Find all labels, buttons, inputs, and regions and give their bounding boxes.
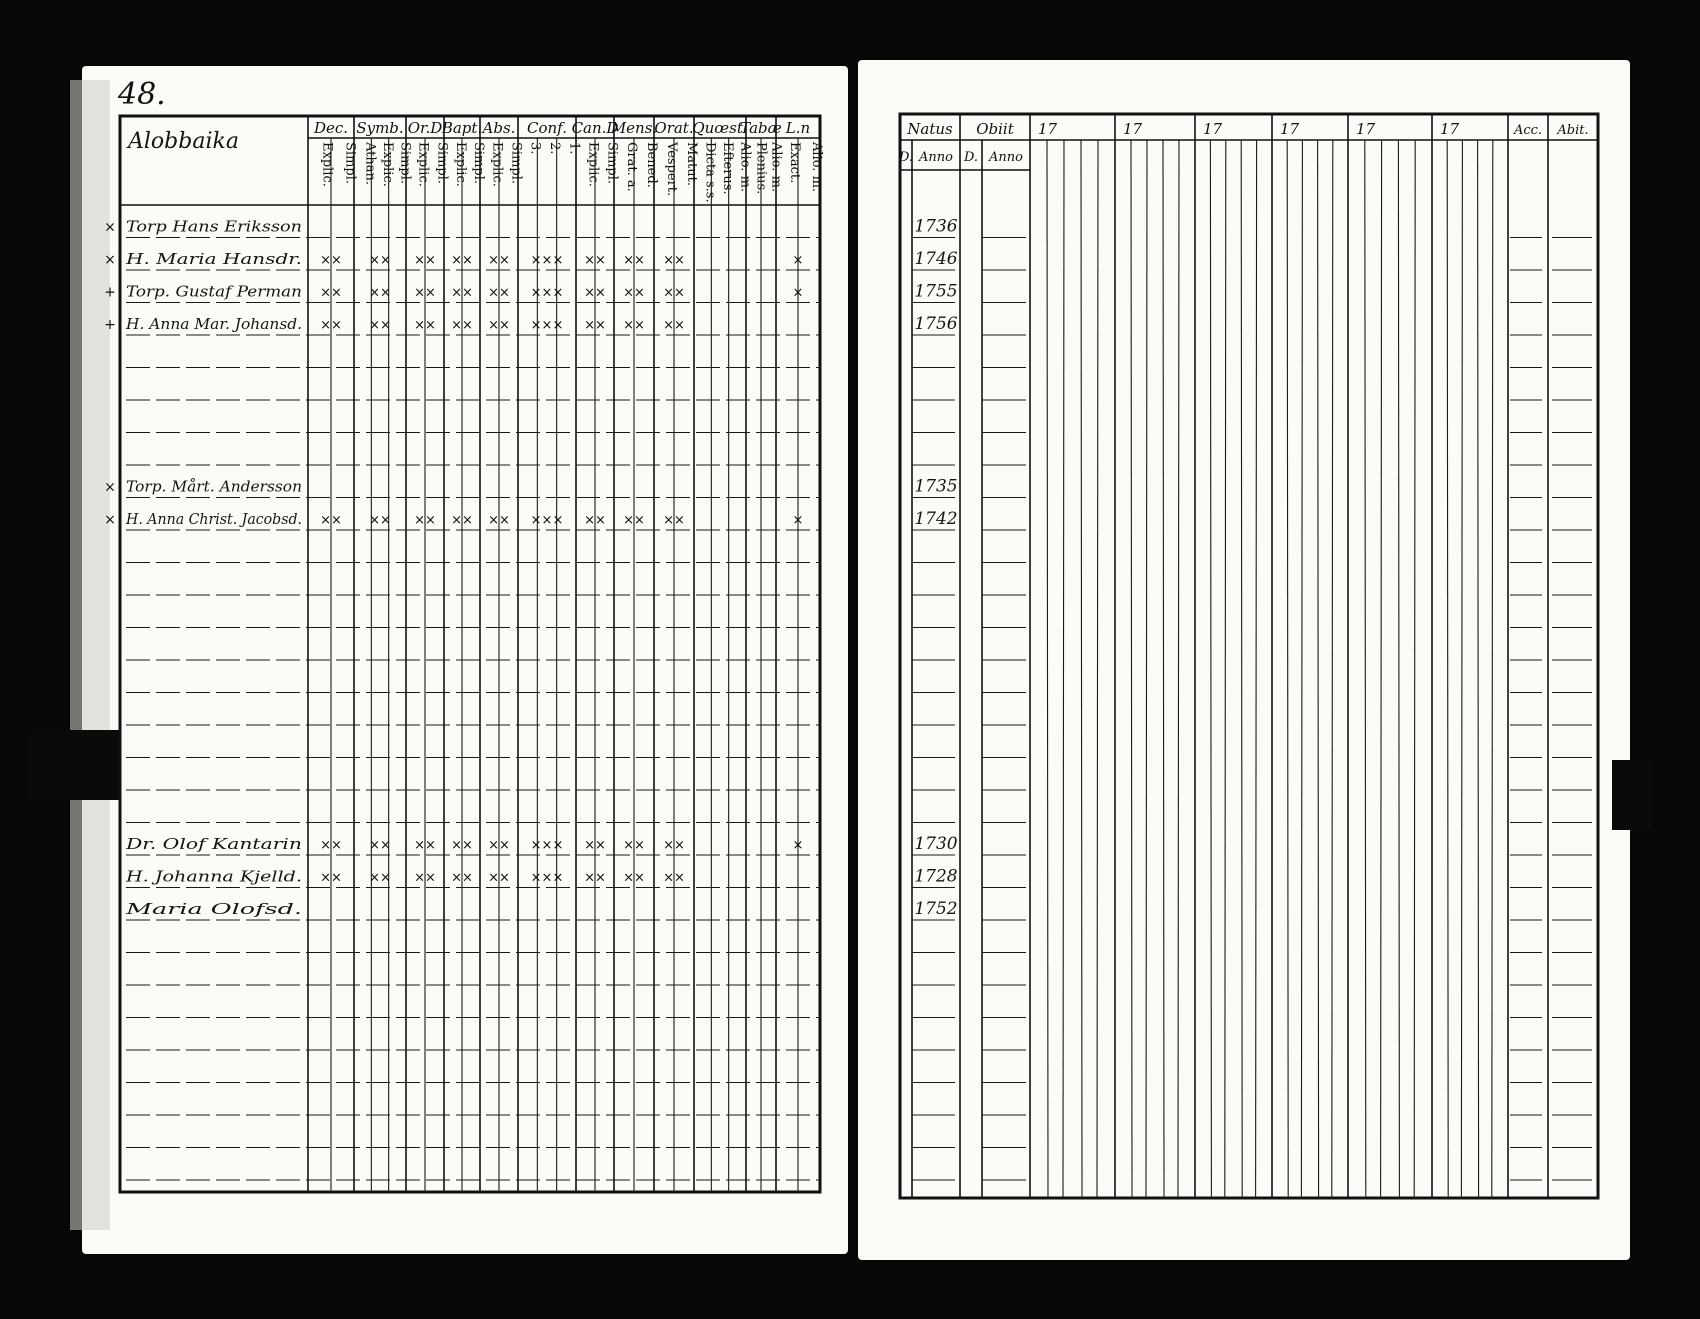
column-subheader: Alio. m.	[737, 142, 753, 193]
exam-mark: ××	[414, 513, 436, 528]
column-subheader: Explic.	[453, 142, 468, 187]
natus-year-header: Anno	[919, 150, 953, 165]
column-subheader: Alio. m.	[768, 142, 784, 193]
birth-year: 1746	[914, 249, 958, 269]
birth-year: 1728	[914, 866, 958, 887]
page-number: 48.	[118, 77, 166, 112]
exam-mark: ××	[623, 285, 645, 301]
column-group-header: Quœst.	[692, 119, 748, 137]
column-subheader: Simpl.	[471, 142, 486, 185]
exam-mark: ××	[369, 318, 391, 333]
exam-mark: ×	[792, 513, 804, 528]
exam-mark: ××	[663, 838, 685, 853]
exam-mark: ××	[584, 318, 606, 333]
exam-mark: ××	[584, 253, 606, 268]
binding-hole	[30, 730, 120, 800]
natus-header: Natus	[907, 120, 953, 138]
exam-mark: ××	[488, 513, 510, 528]
column-subheader: Athan.	[362, 142, 378, 186]
natus-day-header: D.	[898, 150, 914, 165]
column-subheader: Simpl.	[342, 142, 358, 185]
column-subheader: Simpl.	[434, 142, 450, 185]
entry-name: H. Anna Mar. Johansd.	[124, 315, 302, 333]
accessit-header: Acc.	[1513, 123, 1543, 138]
exam-mark: ××	[414, 285, 436, 301]
column-group-header: Bapt.	[441, 119, 483, 137]
exam-mark: ××	[663, 253, 685, 268]
exam-mark: ××	[414, 838, 436, 853]
exam-mark: ×××	[530, 253, 564, 268]
entry-name: Maria Olofsd.	[124, 900, 302, 918]
exam-mark: ××	[369, 838, 391, 853]
abiit-header: Abit.	[1557, 123, 1589, 138]
exam-mark: ××	[451, 285, 473, 301]
year-column-header: 17	[1356, 120, 1376, 138]
exam-mark: ××	[414, 870, 436, 886]
binding-hole	[1612, 760, 1652, 830]
column-subheader: Matut.	[684, 142, 699, 187]
exam-mark: ×××	[530, 318, 564, 333]
exam-mark: ××	[451, 318, 473, 333]
column-subheader: 2.	[547, 142, 562, 155]
exam-mark: ××	[663, 870, 685, 886]
column-group-header: Conf.	[527, 119, 567, 137]
column-group-header: Can.D	[571, 119, 619, 137]
exam-mark: ×××	[530, 838, 564, 853]
margin-mark: ×	[104, 252, 116, 268]
column-subheader: Alio. m.	[809, 142, 824, 193]
column-group-header: Mens.	[610, 119, 658, 137]
exam-mark: ××	[320, 253, 342, 268]
exam-mark: ××	[488, 318, 510, 333]
exam-mark: ××	[369, 870, 391, 886]
exam-mark: ×××	[530, 870, 564, 886]
column-subheader: Plenius.	[753, 142, 769, 195]
column-subheader: Explic.	[489, 142, 505, 187]
village-name: Alobbaika	[128, 129, 239, 154]
year-column-header: 17	[1440, 120, 1460, 138]
column-group-header: Abs.	[482, 119, 516, 137]
exam-mark: ××	[663, 513, 685, 528]
column-subheader: Vespert.	[664, 142, 679, 197]
obiit-header: Obiit	[976, 120, 1014, 138]
birth-year: 1752	[914, 899, 958, 919]
entry-name: Torp Hans Eriksson	[126, 217, 302, 236]
birth-year: 1755	[914, 281, 958, 302]
exam-mark: ××	[488, 285, 510, 301]
column-subheader: Grat. a.	[624, 142, 639, 192]
column-subheader: Simpl.	[508, 142, 524, 185]
exam-mark: ××	[320, 870, 342, 886]
exam-mark: ××	[369, 285, 391, 301]
obiit-day-header: D.	[963, 150, 979, 165]
entry-name: H. Johanna Kjelld.	[124, 867, 302, 886]
column-subheader: Simpl.	[604, 142, 620, 185]
exam-mark: ××	[369, 513, 391, 528]
column-subheader: Simpl.	[397, 142, 413, 185]
year-column-header: 17	[1123, 120, 1143, 138]
exam-mark: ××	[488, 870, 510, 886]
exam-mark: ××	[451, 838, 473, 853]
column-subheader: Bened.	[644, 142, 659, 188]
entry-name: Torp. Gustaf Perman	[126, 282, 302, 301]
exam-mark: ××	[451, 870, 473, 886]
column-subheader: Explic.	[585, 142, 601, 187]
entry-name: Torp. Mårt. Andersson	[126, 477, 302, 496]
exam-mark: ××	[584, 285, 606, 301]
column-group-header: L.n	[785, 119, 811, 137]
column-group-header: Dec.	[313, 119, 349, 137]
exam-mark: ×××	[530, 513, 564, 528]
column-group-header: Or.D	[407, 119, 443, 137]
exam-mark: ××	[320, 838, 342, 853]
birth-year: 1756	[914, 314, 958, 334]
exam-mark: ××	[320, 318, 342, 333]
birth-year: 1735	[914, 476, 958, 497]
birth-year: 1742	[914, 509, 958, 529]
exam-mark: ××	[623, 253, 645, 268]
exam-mark: ×××	[530, 285, 564, 301]
exam-mark: ××	[414, 318, 436, 333]
birth-year: 1736	[914, 216, 958, 237]
exam-mark: ××	[488, 253, 510, 268]
year-column-header: 17	[1203, 120, 1223, 138]
column-subheader: Efterus.	[720, 142, 735, 195]
exam-mark: ×	[792, 285, 804, 301]
exam-mark: ××	[320, 285, 342, 301]
exam-mark: ××	[584, 838, 606, 853]
exam-mark: ××	[584, 513, 606, 528]
exam-mark: ××	[623, 870, 645, 886]
birth-year: 1730	[914, 834, 958, 854]
exam-mark: ××	[488, 838, 510, 853]
margin-mark: ×	[104, 479, 116, 496]
exam-mark: ××	[623, 513, 645, 528]
column-subheader: Dicta s.s.	[702, 142, 718, 203]
exam-mark: ××	[623, 838, 645, 853]
entry-name: H. Anna Christ. Jacobsd.	[125, 510, 302, 528]
column-subheader: Explic.	[415, 142, 431, 187]
exam-mark: ××	[451, 513, 473, 528]
column-group-header: Orat.	[654, 119, 694, 137]
exam-mark: ×	[792, 838, 804, 853]
margin-mark: +	[104, 317, 116, 333]
year-column-header: 17	[1280, 120, 1300, 138]
obiit-year-header: Anno	[989, 150, 1023, 165]
exam-mark: ×	[792, 253, 804, 268]
column-subheader: 3.	[527, 142, 543, 155]
column-subheader: Explic.	[380, 142, 395, 187]
column-group-header: Tabæ	[740, 119, 782, 137]
year-column-header: 17	[1038, 120, 1058, 138]
margin-mark: ×	[104, 512, 116, 528]
margin-mark: +	[104, 284, 116, 301]
entry-name: H. Maria Hansdr.	[124, 250, 302, 268]
entry-name: Dr. Olof Kantarin	[124, 835, 303, 853]
exam-mark: ××	[414, 253, 436, 268]
exam-mark: ××	[623, 318, 645, 333]
exam-mark: ××	[663, 318, 685, 333]
column-subheader: Explic.	[319, 142, 335, 187]
column-subheader: Exact.	[787, 142, 802, 184]
margin-mark: ×	[104, 219, 116, 236]
exam-mark: ××	[320, 513, 342, 528]
exam-mark: ××	[663, 285, 685, 301]
column-group-header: Symb.	[356, 119, 404, 137]
exam-mark: ××	[369, 253, 391, 268]
exam-mark: ××	[584, 870, 606, 886]
exam-mark: ××	[451, 253, 473, 268]
column-subheader: 1.	[566, 142, 582, 155]
